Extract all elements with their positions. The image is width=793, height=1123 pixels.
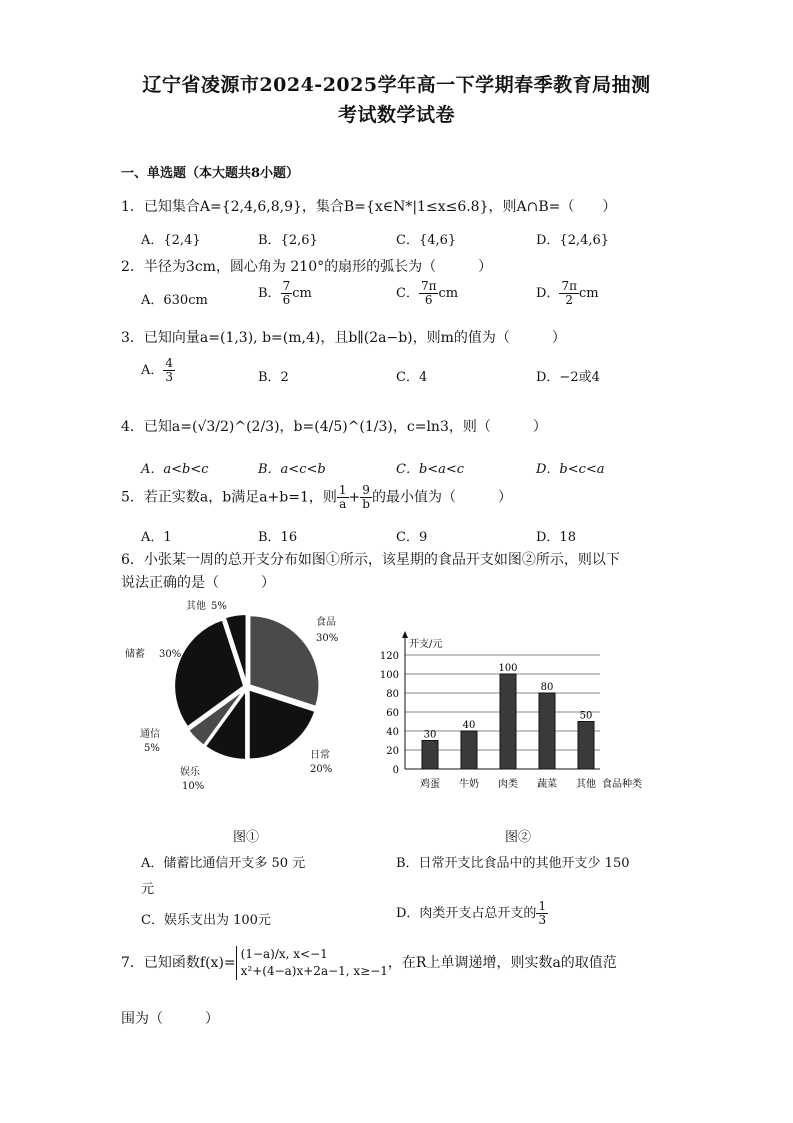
- q6-option-c: C．娱乐支出为 100元: [141, 913, 271, 928]
- q1-option-a: A．{2,4}: [141, 233, 201, 248]
- figure-2-caption: 图②: [505, 830, 532, 845]
- pie-chart: [125, 595, 360, 805]
- q3-option-b: B．2: [258, 370, 289, 385]
- x-tick-label: 蔬菜: [537, 779, 557, 790]
- question-6-line-1: 6．小张某一周的总开支分布如图①所示，该星期的食品开支如图②所示，则以下: [121, 552, 620, 568]
- q2-option-a: A．630cm: [141, 293, 208, 308]
- x-tick-label: 牛奶: [459, 779, 479, 790]
- pie-label-1: 日常: [310, 750, 330, 761]
- x-tick-label: 鸡蛋: [420, 779, 440, 790]
- q4-option-a: A．a<b<c: [141, 462, 209, 477]
- y-tick-label: 60: [386, 708, 399, 719]
- title-line-1: 辽宁省凌源市2024-2025学年高一下学期春季教育局抽测: [142, 74, 651, 96]
- q2-option-d: D． $\frac{7\pi}{2}$ cm: [536, 279, 599, 308]
- q6-option-d: D．肉类开支占总开支的 $\frac{1}{3}$: [396, 899, 547, 928]
- pie-label-2: 娱乐: [180, 767, 200, 778]
- q3-option-a: A． $\frac{4}{3}$: [141, 356, 174, 385]
- y-tick-label: 0: [392, 765, 399, 776]
- bar-value-label: 80: [540, 682, 554, 693]
- q6-option-a: A．储蓄比通信开支多 50 元: [141, 856, 306, 871]
- question-1: 1．已知集合A={2,4,6,8,9}，集合B={x∈N*|1≤x≤6.8}，则A∩B=（ ）: [121, 199, 617, 215]
- bar-0: [422, 741, 438, 770]
- pie-label-0: 食品: [316, 617, 336, 628]
- pie-label-3: 通信: [140, 729, 160, 740]
- pie-label-5: 其他: [186, 601, 206, 612]
- pie-value-label-0: 30%: [316, 633, 339, 644]
- question-6-line-2: 说法正确的是（ ）: [121, 575, 275, 591]
- bar-2: [500, 674, 516, 769]
- x-tick-label: 其他: [576, 779, 596, 790]
- section-heading: 一、单选题（本大题共8小题）: [121, 166, 300, 181]
- bar-value-label: 40: [462, 720, 476, 731]
- figure-1-caption: 图①: [233, 830, 260, 845]
- q5-option-b: B．16: [258, 530, 298, 545]
- pie-value-label-1: 20%: [310, 764, 333, 775]
- q2-option-b: B． $\frac{7}{6}$ cm: [258, 279, 312, 308]
- q1-option-b: B．{2,6}: [258, 233, 318, 248]
- bar-1: [461, 731, 477, 769]
- q6-option-b: B．日常开支比食品中的其他开支少 150: [396, 856, 630, 871]
- y-tick-label: 40: [386, 727, 399, 738]
- q4-option-b: B．a<c<b: [258, 462, 326, 477]
- q5-option-d: D．18: [536, 530, 576, 545]
- question-3: 3．已知向量a=(1,3), b=(m,4)，且b∥(2a−b)，则m的值为（ ）: [121, 330, 566, 346]
- q3-option-c: C．4: [396, 370, 428, 385]
- title-line-2: 考试数学试卷: [337, 104, 455, 126]
- pie-value-label-5: 5%: [211, 601, 227, 612]
- pie-value-label-4: 30%: [159, 649, 182, 660]
- y-axis-arrow: [402, 631, 408, 638]
- q3-option-d: D．−2或4: [536, 370, 600, 385]
- bar-3: [539, 693, 555, 769]
- q2-option-c: C． $\frac{7\pi}{6}$ cm: [396, 279, 459, 308]
- pie-value-label-2: 10%: [182, 781, 205, 792]
- y-tick-label: 80: [386, 689, 399, 700]
- bar-value-label: 50: [579, 710, 593, 722]
- pie-label-4: 储蓄: [125, 649, 145, 660]
- question-7-line-2: 围为（ ）: [121, 1011, 219, 1027]
- q4-option-d: D．b<c<a: [536, 462, 605, 477]
- q1-option-c: C．{4,6}: [396, 233, 457, 248]
- q1-option-d: D．{2,4,6}: [536, 233, 610, 248]
- bar-4: [578, 722, 594, 770]
- question-7: 7．已知函数f(x)= (1−a)/x, x<−1 x²+(4−a)x+2a−1, x≥−1 ，在R上单调递增，则实数a的取值范: [121, 947, 617, 978]
- question-5: 5．若正实数a，b满足a+b=1，则 $\frac{1}{a}$ + $\frac{9}{b}$ 的最小值为（ ）: [121, 483, 512, 512]
- q5-option-a: A．1: [141, 530, 172, 545]
- bar-chart: [365, 625, 665, 800]
- question-2: 2．半径为3cm，圆心角为 210°的扇形的弧长为（ ）: [121, 259, 493, 275]
- pie-value-label-3: 5%: [144, 743, 160, 754]
- question-4: 4．已知a=(√3/2)^(2/3)，b=(4/5)^(1/3)，c=ln3，则（ ）: [121, 419, 547, 435]
- q5-option-c: C．9: [396, 530, 428, 545]
- x-tick-label: 肉类: [498, 779, 518, 790]
- bar-value-label: 30: [423, 729, 437, 741]
- x-axis-label: 食品种类: [602, 779, 642, 790]
- y-axis-label: 开支/元: [409, 639, 443, 650]
- y-tick-label: 20: [386, 746, 399, 757]
- y-tick-label: 120: [379, 651, 399, 662]
- q4-option-c: C．b<a<c: [396, 462, 465, 477]
- y-tick-label: 100: [379, 670, 399, 681]
- q6-option-a-cont: 元: [141, 882, 155, 897]
- bar-value-label: 100: [498, 663, 518, 674]
